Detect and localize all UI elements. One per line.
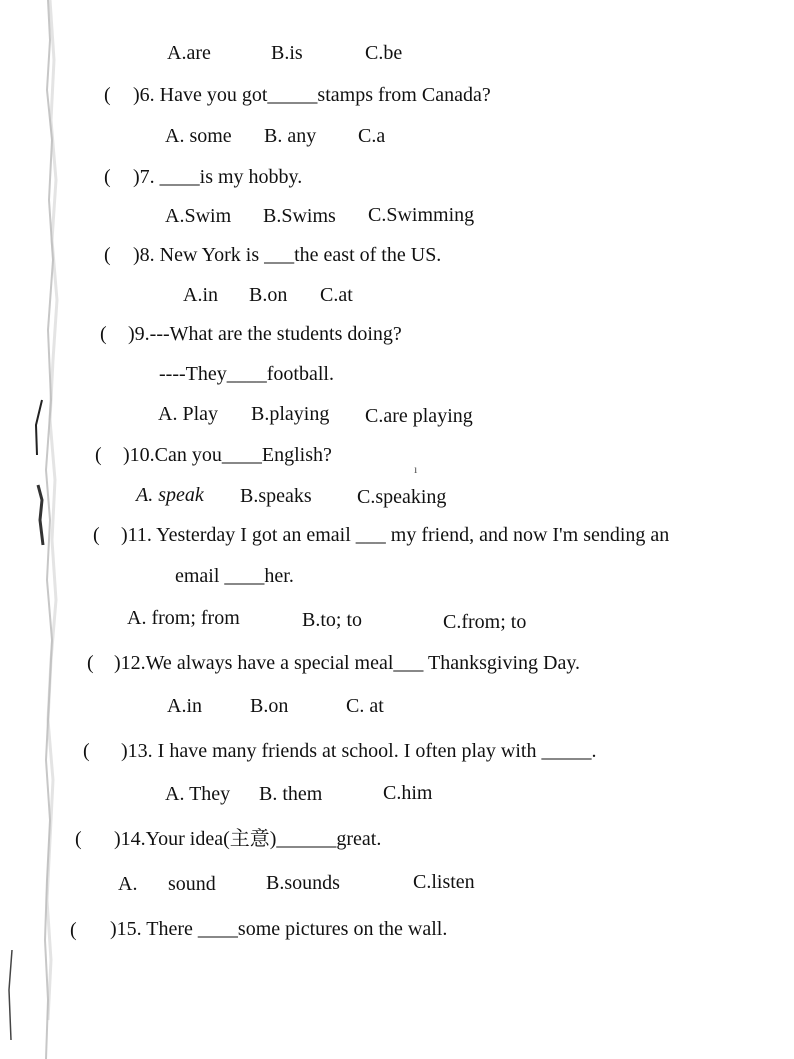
q12-stem: )12.We always have a special meal___ Thanksgiving Day.	[114, 652, 581, 674]
q14-option-b: B.sounds	[266, 872, 340, 894]
q8-answer-paren: (	[104, 244, 111, 266]
q6-answer-paren: (	[104, 84, 111, 106]
q10-option-c: C.speaking	[357, 486, 447, 508]
q5-option-b: B.is	[271, 42, 303, 64]
q7-answer-paren: (	[104, 166, 111, 188]
q11-stem: )11. Yesterday I got an email ___ my friend, and now I'm sending an	[121, 524, 670, 546]
q13-option-b: B. them	[259, 783, 323, 805]
q11-option-a: A. from; from	[127, 607, 240, 629]
q14-option-c: C.listen	[413, 871, 475, 893]
q9-stem-response: ----They____football.	[159, 363, 334, 385]
q11-stem-continued: email ____her.	[175, 565, 294, 587]
q14-option-a: sound	[168, 873, 216, 895]
scan-edge-shadow	[0, 0, 60, 1059]
q6-option-b: B. any	[264, 125, 317, 147]
q8-option-b: B.on	[249, 284, 288, 306]
q5-option-a: A.are	[167, 42, 211, 64]
q14-stem: )14.Your idea(主意)______great.	[114, 828, 382, 850]
q7-option-b: B.Swims	[263, 205, 336, 227]
q8-option-c: C.at	[320, 284, 353, 306]
q14-answer-paren: (	[75, 828, 82, 850]
q5-option-c: C.be	[365, 42, 403, 64]
q6-stem: )6. Have you got_____stamps from Canada?	[133, 84, 491, 106]
q12-option-b: B.on	[250, 695, 289, 717]
q9-option-a: A. Play	[158, 403, 218, 425]
q10-option-b: B.speaks	[240, 485, 312, 507]
q7-stem: )7. ____is my hobby.	[133, 166, 303, 188]
q12-option-c: C. at	[346, 695, 384, 717]
q14-option-a-letter: A.	[118, 873, 138, 895]
q10-stem: )10.Can you____English?	[123, 444, 332, 466]
q9-option-b: B.playing	[251, 403, 330, 425]
q9-stem: )9.---What are the students doing?	[128, 323, 402, 345]
q12-answer-paren: (	[87, 652, 94, 674]
q12-option-a: A.in	[167, 695, 202, 717]
q7-option-a: A.Swim	[165, 205, 232, 227]
q13-answer-paren: (	[83, 740, 90, 762]
q11-option-c: C.from; to	[443, 611, 527, 633]
q13-stem: )13. I have many friends at school. I often play with _____.	[121, 740, 597, 762]
q9-option-c: C.are playing	[365, 405, 473, 427]
q8-option-a: A.in	[183, 284, 218, 306]
q9-answer-paren: (	[100, 323, 107, 345]
q8-stem: )8. New York is ___the east of the US.	[133, 244, 442, 266]
q15-answer-paren: (	[70, 919, 77, 941]
q11-answer-paren: (	[93, 524, 100, 546]
q15-stem: )15. There ____some pictures on the wall.	[110, 918, 448, 940]
q10-answer-paren: (	[95, 444, 102, 466]
q13-option-a: A. They	[165, 783, 231, 805]
q7-option-c: C.Swimming	[368, 204, 475, 226]
scan-speck: ı	[414, 462, 418, 476]
q6-option-c: C.a	[358, 125, 386, 147]
q11-option-b: B.to; to	[302, 609, 363, 631]
q13-option-c: C.him	[383, 782, 433, 804]
q10-option-a: A. speak	[136, 484, 204, 506]
q6-option-a: A. some	[165, 125, 232, 147]
